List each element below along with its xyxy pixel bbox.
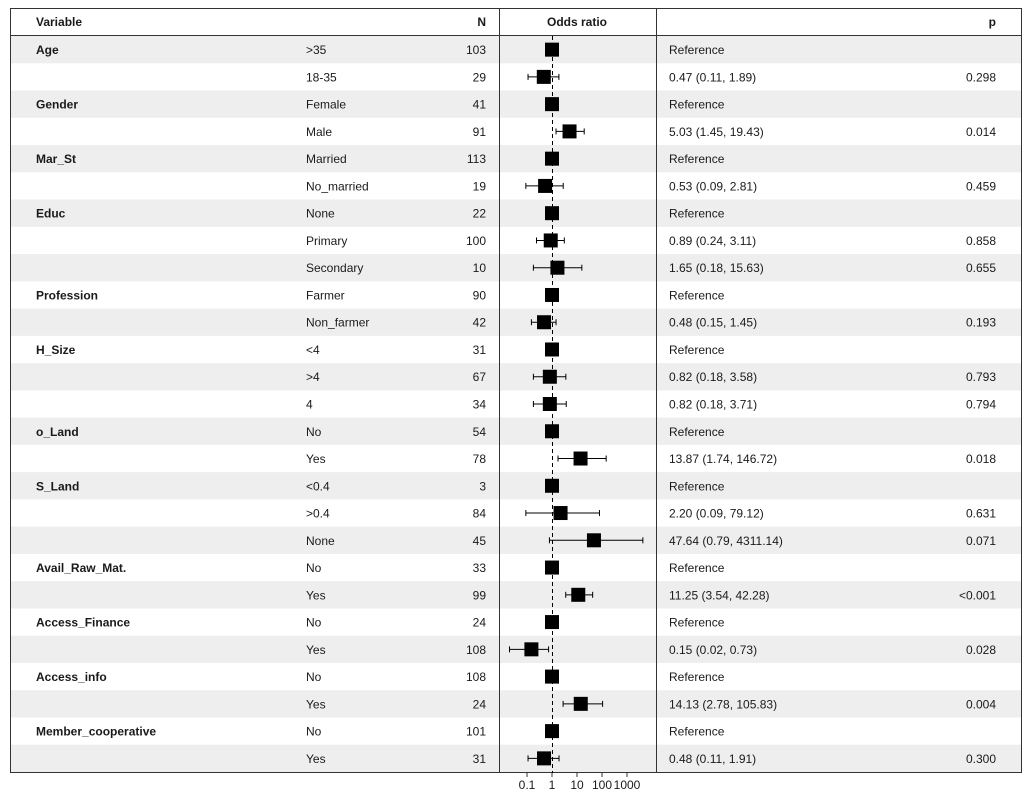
- odds-ratio-marker: [537, 751, 551, 765]
- ci-text: Reference: [669, 97, 725, 112]
- n-value: 24: [472, 615, 486, 630]
- level-label: <4: [306, 342, 320, 357]
- p-value: 0.004: [965, 697, 996, 712]
- ci-text: 0.47 (0.11, 1.89): [669, 70, 757, 85]
- table-row: [306, 70, 996, 85]
- n-value: 24: [472, 697, 486, 712]
- n-value: 108: [465, 670, 486, 685]
- x-axis-tick-label: 10: [570, 778, 584, 792]
- ci-text: Reference: [669, 288, 725, 303]
- ci-text: 14.13 (2.78, 105.83): [669, 697, 778, 712]
- n-value: 42: [472, 315, 486, 330]
- level-label: No: [306, 670, 322, 685]
- ci-text: 11.25 (3.54, 42.28): [669, 588, 770, 603]
- p-value: 0.193: [965, 315, 996, 330]
- row-stripe: [11, 581, 1021, 608]
- p-value: 0.858: [965, 233, 996, 248]
- n-value: 67: [472, 370, 486, 385]
- n-value: 19: [472, 179, 486, 194]
- odds-ratio-marker: [537, 70, 551, 84]
- ci-text: 0.15 (0.02, 0.73): [669, 642, 758, 657]
- p-value: 0.655: [965, 261, 996, 276]
- n-value: 29: [472, 70, 486, 85]
- level-label: Primary: [306, 233, 348, 248]
- level-label: Yes: [306, 751, 326, 766]
- odds-ratio-marker: [524, 642, 538, 656]
- odds-ratio-marker: [545, 288, 559, 302]
- header-odds-ratio: Odds ratio: [546, 15, 608, 29]
- table-row: [306, 124, 996, 139]
- p-value: 0.794: [965, 397, 996, 412]
- ci-text: Reference: [669, 670, 725, 685]
- level-label: None: [306, 533, 335, 548]
- level-label: No_married: [306, 179, 369, 194]
- n-value: 91: [472, 124, 486, 139]
- variable-label: Access_Finance: [36, 615, 131, 630]
- odds-ratio-marker: [545, 479, 559, 493]
- x-axis-tick-label: 0.1: [518, 778, 536, 792]
- p-value: <0.001: [958, 588, 996, 603]
- level-label: Yes: [306, 697, 326, 712]
- odds-ratio-marker: [545, 670, 559, 684]
- n-value: 3: [479, 479, 486, 494]
- ci-text: Reference: [669, 479, 725, 494]
- ci-text: Reference: [669, 615, 725, 630]
- n-value: 101: [465, 724, 486, 739]
- ci-text: Reference: [669, 342, 725, 357]
- ci-text: Reference: [669, 424, 725, 439]
- level-label: Female: [306, 97, 347, 112]
- ci-text: 0.48 (0.15, 1.45): [669, 315, 758, 330]
- n-value: 103: [465, 43, 486, 58]
- variable-label: Gender: [36, 97, 79, 112]
- p-value: 0.631: [965, 506, 996, 521]
- odds-ratio-marker: [543, 370, 557, 384]
- ci-text: Reference: [669, 206, 725, 221]
- odds-ratio-marker: [545, 561, 559, 575]
- row-stripes: [11, 36, 1021, 772]
- level-label: Yes: [306, 588, 326, 603]
- table-header: [36, 15, 996, 29]
- odds-ratio-marker: [545, 97, 559, 111]
- row-stripe: [11, 254, 1021, 281]
- n-value: 108: [465, 642, 486, 657]
- variable-label: Mar_St: [36, 152, 77, 167]
- p-value: 0.459: [965, 179, 996, 194]
- n-value: 100: [465, 233, 486, 248]
- ci-text: 47.64 (0.79, 4311.14): [669, 533, 783, 548]
- odds-ratio-marker: [545, 724, 559, 738]
- p-value: 0.028: [965, 642, 996, 657]
- table-row: [36, 724, 725, 739]
- variable-label: Age: [36, 43, 59, 58]
- variable-label: o_Land: [36, 424, 79, 439]
- ci-text: 2.20 (0.09, 79.12): [669, 506, 764, 521]
- ci-text: Reference: [669, 561, 725, 576]
- table-row: [306, 179, 996, 194]
- table-row: [36, 615, 725, 630]
- n-value: 34: [472, 397, 486, 412]
- p-value: 0.018: [965, 452, 996, 467]
- ci-text: 13.87 (1.74, 146.72): [669, 452, 778, 467]
- level-label: Secondary: [306, 261, 364, 276]
- p-value: 0.300: [965, 751, 996, 766]
- level-label: None: [306, 206, 335, 221]
- x-axis-tick-label: 1000: [613, 778, 641, 792]
- ci-text: 0.48 (0.11, 1.91): [669, 751, 757, 766]
- variable-label: H_Size: [36, 342, 76, 357]
- variable-label: S_Land: [36, 479, 80, 494]
- n-value: 41: [472, 97, 486, 112]
- ci-text: 0.82 (0.18, 3.58): [669, 370, 758, 385]
- row-stripe: [11, 690, 1021, 717]
- odds-ratio-marker: [574, 697, 588, 711]
- odds-ratio-marker: [538, 179, 552, 193]
- row-stripe: [11, 200, 1021, 227]
- odds-ratio-marker: [545, 342, 559, 356]
- row-stripe: [11, 472, 1021, 499]
- table-row: [36, 670, 725, 685]
- n-value: 10: [472, 261, 486, 276]
- n-value: 78: [472, 452, 486, 467]
- level-label: No: [306, 424, 322, 439]
- variable-label: Educ: [36, 206, 66, 221]
- level-label: Farmer: [306, 288, 345, 303]
- level-label: <0.4: [306, 479, 330, 494]
- row-stripe: [11, 36, 1021, 63]
- table-row: [36, 561, 725, 576]
- row-stripe: [11, 527, 1021, 554]
- odds-ratio-marker: [571, 588, 585, 602]
- p-value: 0.071: [965, 533, 996, 548]
- level-label: No: [306, 724, 322, 739]
- n-value: 113: [466, 152, 486, 167]
- variable-label: Profession: [36, 288, 99, 303]
- x-axis-tick-label: 100: [591, 778, 613, 792]
- odds-ratio-marker: [544, 233, 558, 247]
- odds-ratio-marker: [543, 397, 557, 411]
- odds-ratio-marker: [545, 424, 559, 438]
- p-value: 0.014: [965, 124, 996, 139]
- level-label: No: [306, 561, 322, 576]
- level-label: Male: [306, 124, 333, 139]
- n-value: 22: [472, 206, 486, 221]
- ci-text: Reference: [669, 724, 725, 739]
- variable-label: Access_info: [36, 670, 107, 685]
- n-value: 33: [472, 561, 486, 576]
- p-value: 0.793: [965, 370, 996, 385]
- odds-ratio-marker: [545, 615, 559, 629]
- ci-text: 0.82 (0.18, 3.71): [669, 397, 758, 412]
- level-label: Yes: [306, 452, 326, 467]
- ci-text: 5.03 (1.45, 19.43): [669, 124, 764, 139]
- odds-ratio-marker: [545, 43, 559, 57]
- odds-ratio-marker: [545, 206, 559, 220]
- level-label: Married: [306, 152, 347, 167]
- ci-text: 0.53 (0.09, 2.81): [669, 179, 758, 194]
- row-stripe: [11, 309, 1021, 336]
- x-axis: [519, 773, 641, 792]
- table-row: [36, 342, 725, 357]
- level-label: >0.4: [306, 506, 330, 521]
- odds-ratio-marker: [554, 506, 568, 520]
- ci-text: Reference: [669, 152, 725, 167]
- row-stripe: [11, 418, 1021, 445]
- header-variable: Variable: [36, 15, 83, 29]
- n-value: 45: [472, 533, 486, 548]
- level-label: >4: [306, 370, 320, 385]
- row-stripe: [11, 91, 1021, 118]
- odds-ratio-marker: [545, 152, 559, 166]
- variable-label: Member_cooperative: [36, 724, 157, 739]
- odds-ratio-marker: [563, 124, 577, 138]
- table-row: [36, 288, 725, 303]
- n-value: 84: [472, 506, 486, 521]
- level-label: Non_farmer: [306, 315, 370, 330]
- odds-ratio-marker: [550, 261, 564, 275]
- n-value: 31: [472, 342, 486, 357]
- header-p: p: [988, 15, 996, 29]
- row-stripe: [11, 145, 1021, 172]
- x-axis-tick-label: 1: [548, 778, 556, 792]
- level-label: >35: [306, 43, 327, 58]
- level-label: Yes: [306, 642, 326, 657]
- n-value: 99: [472, 588, 486, 603]
- ci-text: Reference: [669, 43, 725, 58]
- level-label: 4: [306, 397, 313, 412]
- ci-text: 1.65 (0.18, 15.63): [669, 261, 764, 276]
- level-label: No: [306, 615, 322, 630]
- row-stripe: [11, 363, 1021, 390]
- header-n: N: [477, 15, 486, 29]
- table-row: [306, 397, 996, 412]
- table-row: [306, 452, 996, 467]
- ci-text: 0.89 (0.24, 3.11): [669, 233, 757, 248]
- variable-label: Avail_Raw_Mat.: [36, 561, 127, 576]
- row-stripe: [11, 745, 1021, 772]
- p-value: 0.298: [965, 70, 996, 85]
- table-row: [306, 506, 996, 521]
- table-row: [306, 233, 996, 248]
- n-value: 90: [472, 288, 486, 303]
- n-value: 54: [472, 424, 486, 439]
- odds-ratio-marker: [574, 452, 588, 466]
- n-value: 31: [472, 751, 486, 766]
- odds-ratio-marker: [587, 533, 601, 547]
- odds-ratio-marker: [537, 315, 551, 329]
- level-label: 18-35: [306, 70, 337, 85]
